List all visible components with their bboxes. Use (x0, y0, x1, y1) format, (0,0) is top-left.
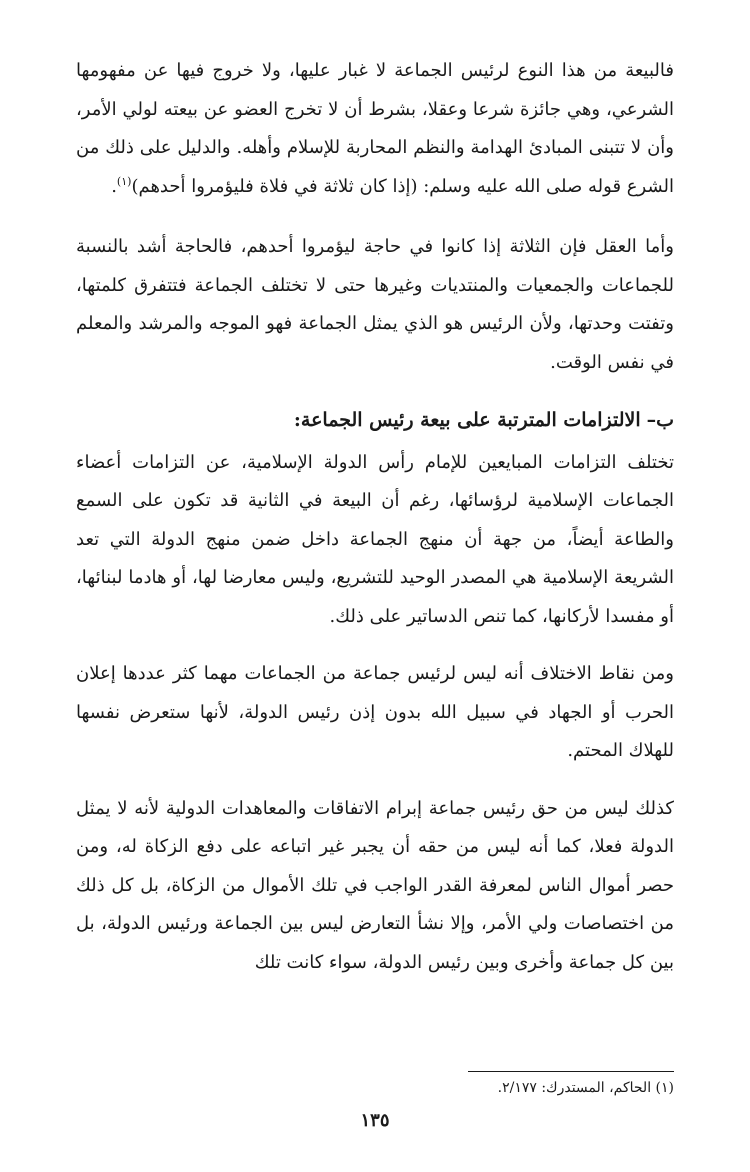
section-heading-letter: ب– (646, 409, 674, 431)
paragraph-2: وأما العقل فإن الثلاثة إذا كانوا في حاجة ليؤمروا أحدهم، فالحاجة أشد بالنسبة للجماعات والجمعيات والمنتديات وغيرها حتى لا تختلف الجماعة فتتفرق كلمتها، وتفتت وحدتها، ولأن الرئيس هو الذي يمثل الجماعة فهو الموجه والمرشد والمعلم في نفس الوقت. (76, 236, 674, 373)
paragraph-5: كذلك ليس من حق رئيس جماعة إبرام الاتفاقات والمعاهدات الدولية لأنه لا يمثل الدولة فعلا، كما أنه ليس من حقه أن يجبر غير اتباعه على دفع الزكاة له، ومن حصر أموال الناس لمعرفة القدر الواجب في تلك الأموال من الزكاة، بل كل ذلك من اختصاصات ولي الأمر، وإلا نشأ التعارض ليس بين الجماعة ورئيس الدولة، بل بين كل جماعة وأخرى وبين رئيس الدولة، سواء كانت تلك (76, 797, 674, 973)
footnote-divider (468, 1071, 674, 1072)
section-heading-text: الالتزامات المترتبة على بيعة رئيس الجماعة: (293, 409, 641, 431)
page-number: ١٣٥ (360, 1110, 390, 1131)
footnote: (١) الحاكم، المستدرك: ٢/١٧٧. (497, 1080, 674, 1096)
paragraph-1-text: فالبيعة من هذا النوع لرئيس الجماعة لا غبار عليها، ولا خروج فيها عن مفهومها الشرعي، وهي جائزة شرعا وعقلا، بشرط أن لا تخرج العضو عن بيعته لولي الأمر، وأن لا تتبنى المبادئ الهدامة والنظم المحاربة للإسلام وأهله. والدليل على ذلك من الشرع قوله صلى الله عليه وسلم: (إذا كان ثلاثة في فلاة فليؤمروا أحدهم) (76, 60, 674, 197)
body-text (76, 52, 674, 1001)
paragraph-4: ومن نقاط الاختلاف أنه ليس لرئيس جماعة من الجماعات مهما كثر عددها إعلان الحرب أو الجهاد في سبيل الله بدون إذن رئيس الدولة، لأنها ستعرض نفسها للهلاك المحتم. (76, 663, 674, 761)
paragraph-1 (76, 52, 674, 206)
paragraph-1-end: . (111, 175, 117, 197)
footnote-reference: (١) (116, 174, 132, 188)
section-heading (76, 401, 674, 440)
paragraph-3: تختلف التزامات المبايعين للإمام رأس الدولة الإسلامية، عن التزامات أعضاء الجماعات الإسلامية لرؤسائها، رغم أن البيعة في الثانية قد تكون على السمع والطاعة أيضاً، من جهة أن منهج الجماعة داخل ضمن منهج الدولة التي تعد الشريعة الإسلامية هي المصدر الوحيد للتشريع، وليس معارضا لها، أو هادما لبنائها، أو مفسدا لأركانها، كما تنص الدساتير على ذلك. (76, 451, 674, 627)
